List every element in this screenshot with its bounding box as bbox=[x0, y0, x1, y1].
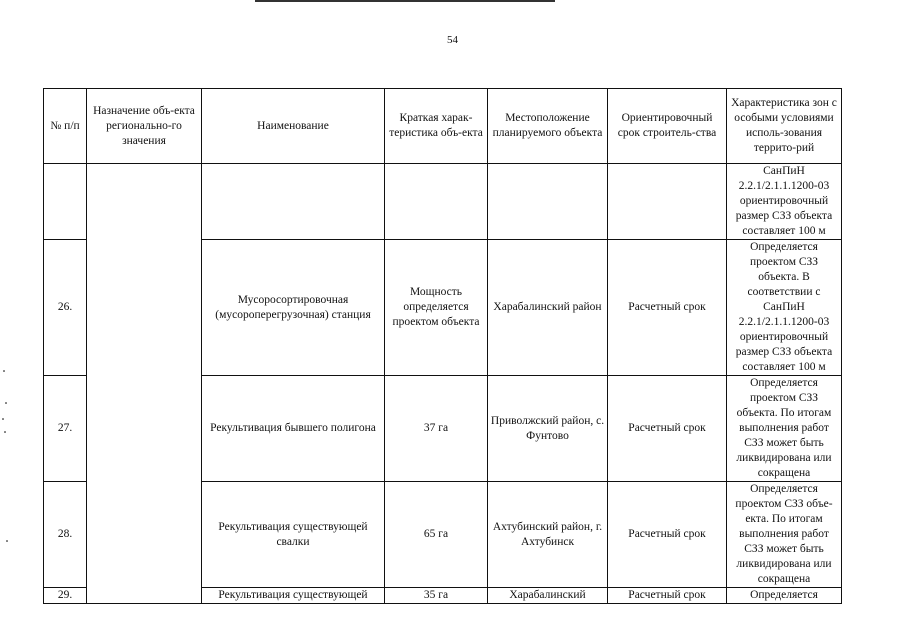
cell-term: Расчетный срок bbox=[608, 588, 727, 604]
cell-characteristic: Мощность определяется проектом объекта bbox=[385, 240, 488, 376]
cell-term: Расчетный срок bbox=[608, 482, 727, 588]
cell-num bbox=[44, 164, 87, 240]
row-number: 27. bbox=[44, 376, 87, 482]
cell-location: Приволжский район, с. Фунтово bbox=[488, 376, 608, 482]
objects-table bbox=[43, 88, 842, 604]
page-number: 54 bbox=[447, 34, 458, 46]
cell-name: Мусоросортировочная (мусороперегрузочная) станция bbox=[202, 240, 385, 376]
cell-characteristic bbox=[385, 164, 488, 240]
row-number: 29. bbox=[44, 588, 87, 604]
cell-location: Харабалинский bbox=[488, 588, 608, 604]
cell-term: Расчетный срок bbox=[608, 376, 727, 482]
cell-location: Ахтубинский район, г. Ахтубинск bbox=[488, 482, 608, 588]
cell-term bbox=[608, 164, 727, 240]
cell-name: Рекультивация существующей bbox=[202, 588, 385, 604]
cell-location: Харабалинский район bbox=[488, 240, 608, 376]
header-purpose: Назначение объ-екта регионально-го значения bbox=[87, 89, 202, 164]
header-term: Ориентировочный срок строитель-ства bbox=[608, 89, 727, 164]
header-name: Наименование bbox=[202, 89, 385, 164]
cell-name: Рекультивация бывшего полигона bbox=[202, 376, 385, 482]
cell-location bbox=[488, 164, 608, 240]
cell-characteristic: 65 га bbox=[385, 482, 488, 588]
cell-term: Расчетный срок bbox=[608, 240, 727, 376]
cell-zones: Определяется проектом СЗЗ объе-екта. По итогам выполнения работ СЗЗ может быть ликвидирована или сокращена bbox=[727, 482, 842, 588]
cell-zones: СанПиН 2.2.1/2.1.1.1200-03 ориентировочный размер СЗЗ объекта составляет 100 м bbox=[727, 164, 842, 240]
cell-name bbox=[202, 164, 385, 240]
cell-zones: Определяется bbox=[727, 588, 842, 604]
header-characteristic: Краткая харак-теристика объ-екта bbox=[385, 89, 488, 164]
top-rule bbox=[255, 0, 555, 2]
header-row bbox=[44, 89, 842, 164]
cell-purpose-merged bbox=[87, 164, 202, 604]
scan-specks bbox=[0, 360, 10, 560]
row-number: 28. bbox=[44, 482, 87, 588]
header-location: Местоположение планируемого объекта bbox=[488, 89, 608, 164]
row-number: 26. bbox=[44, 240, 87, 376]
header-num: № п/п bbox=[44, 89, 87, 164]
cell-name: Рекультивация существующей свалки bbox=[202, 482, 385, 588]
cell-zones: Определяется проектом СЗЗ объекта. В соответствии с СанПиН 2.2.1/2.1.1.1200-03 ориентировочный размер СЗЗ объекта составляет 100 м bbox=[727, 240, 842, 376]
header-zones: Характеристика зон с особыми условиями исполь-зования террито-рий bbox=[727, 89, 842, 164]
cell-characteristic: 37 га bbox=[385, 376, 488, 482]
cell-characteristic: 35 га bbox=[385, 588, 488, 604]
continuation-row bbox=[44, 164, 842, 240]
cell-zones: Определяется проектом СЗЗ объекта. По итогам выполнения работ СЗЗ может быть ликвидирована или сокращена bbox=[727, 376, 842, 482]
